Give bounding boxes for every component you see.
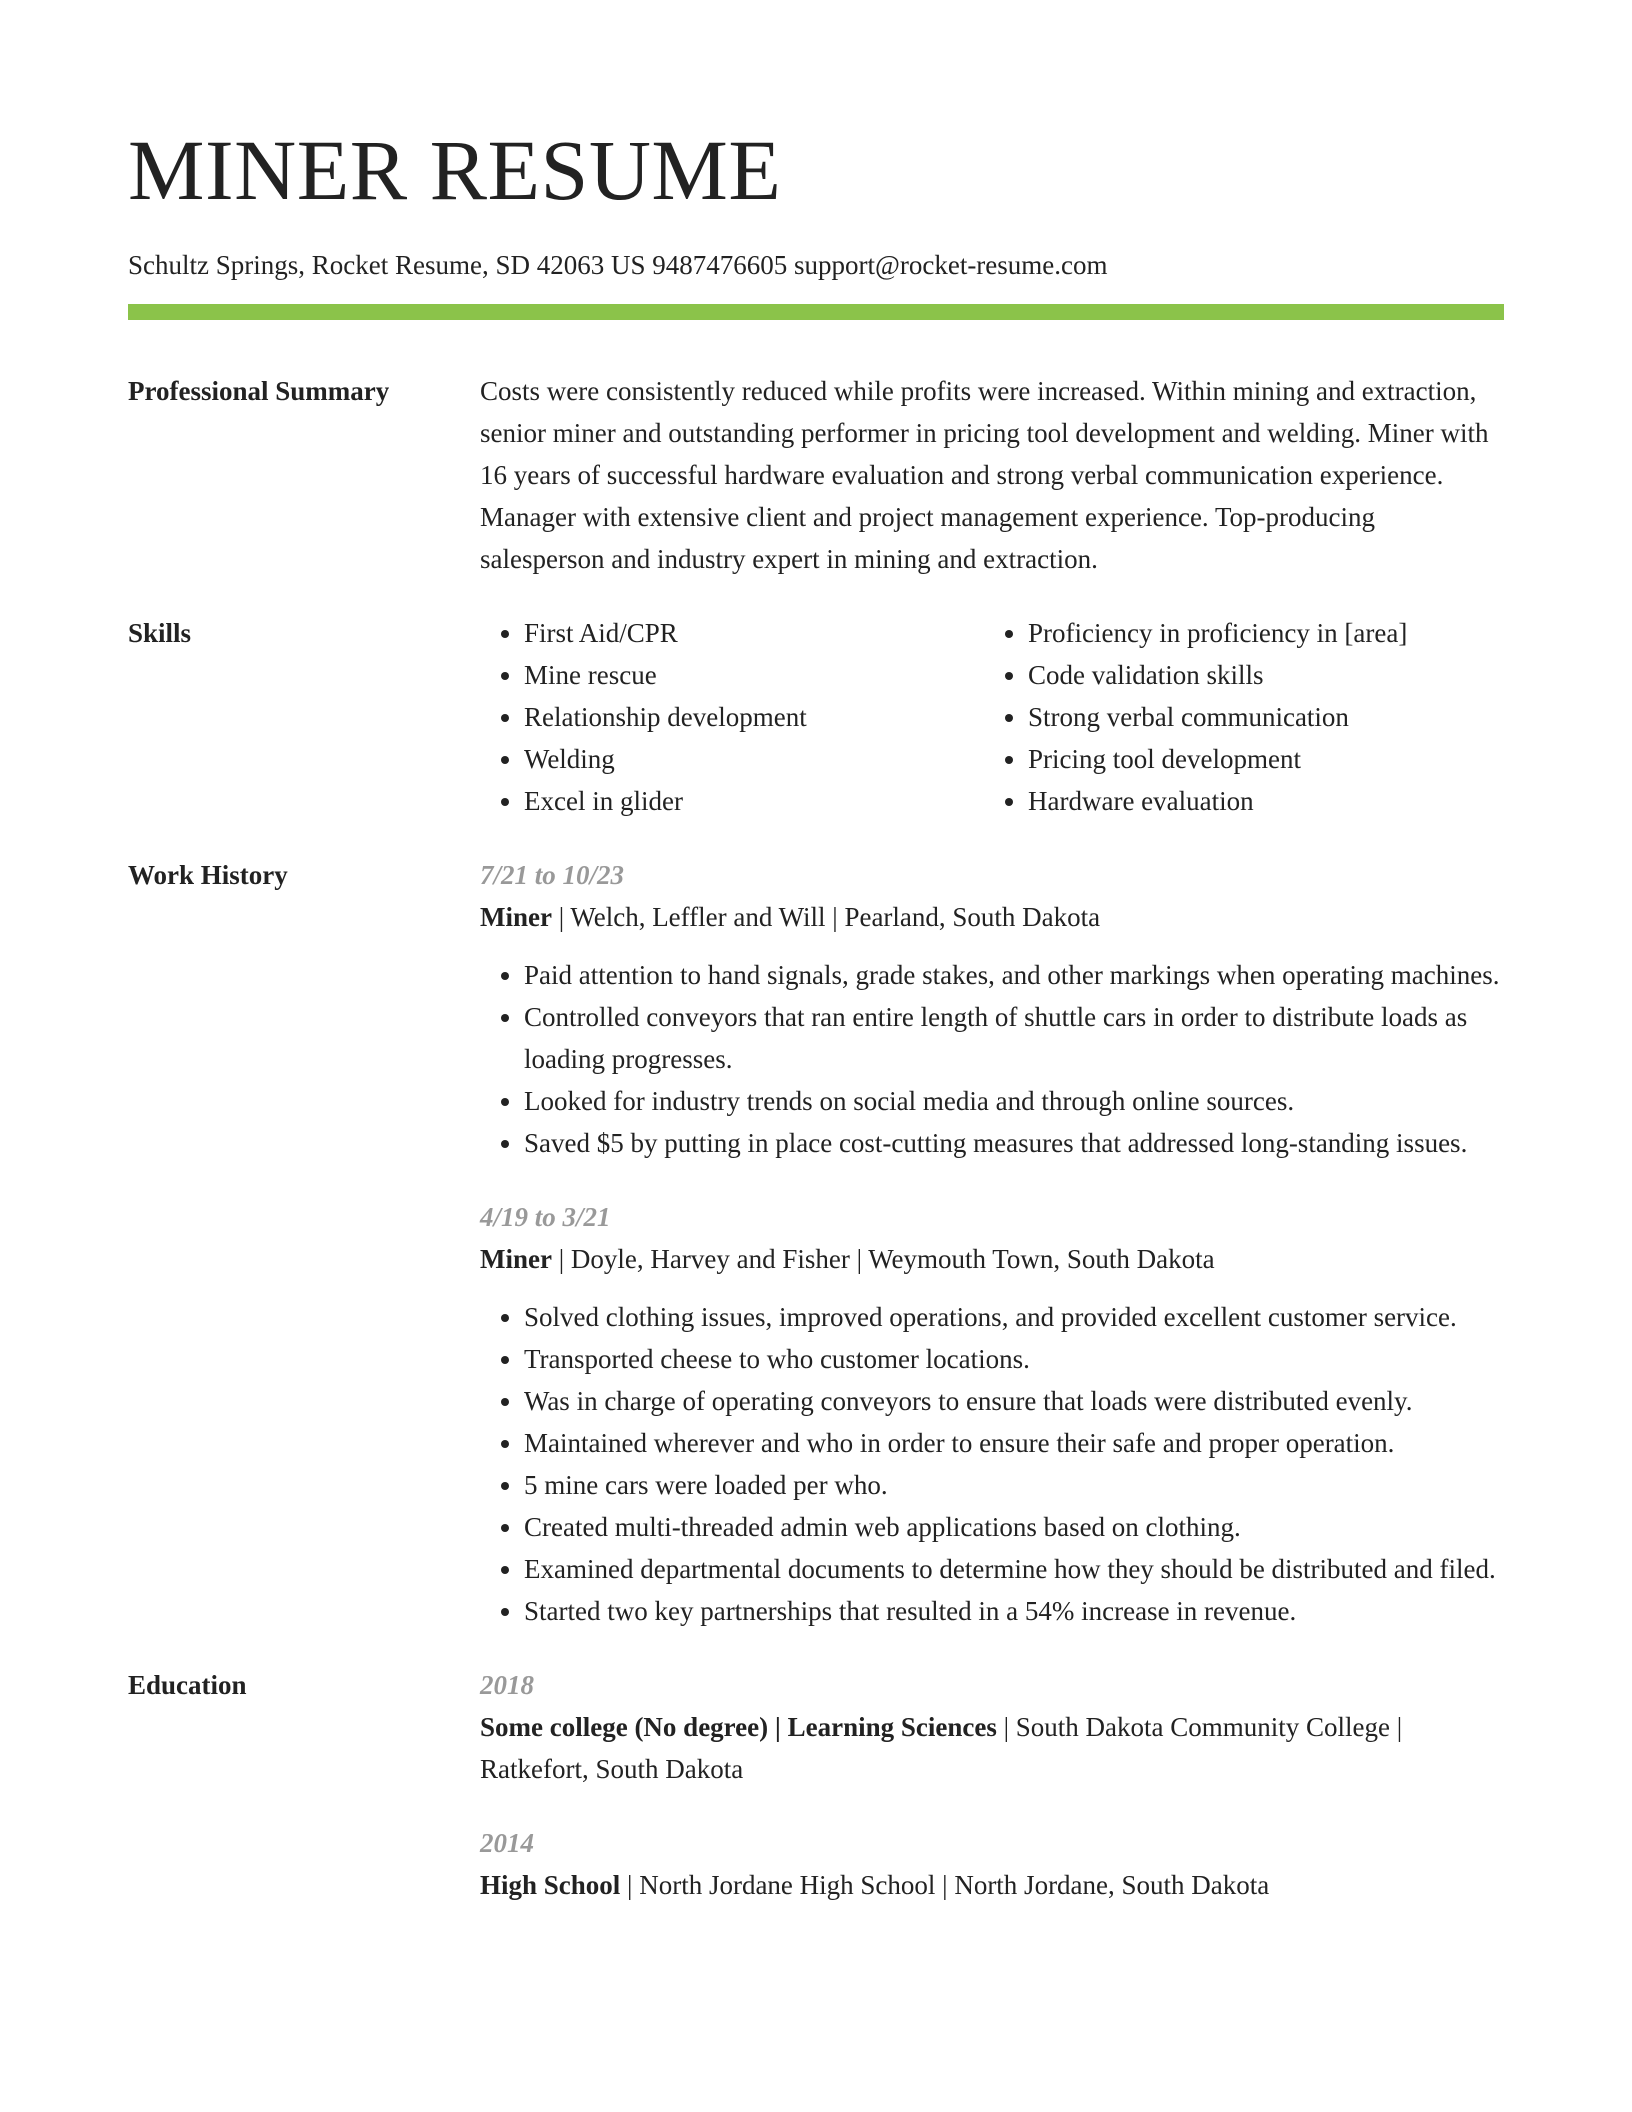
job-bullet: • Started two key partnerships that resulted in a 54% increase in revenue. bbox=[524, 1590, 1504, 1632]
resume-page bbox=[128, 0, 1504, 1906]
job-bullets bbox=[480, 1296, 1504, 1632]
education-degree: High School bbox=[480, 1870, 621, 1900]
job-bullet: • Looked for industry trends on social media and through online sources. bbox=[524, 1080, 1504, 1122]
education-school-location: | North Jordane High School | North Jordane, South Dakota bbox=[620, 1870, 1270, 1900]
job-employer-location: | Doyle, Harvey and Fisher | Weymouth Town, South Dakota bbox=[551, 1244, 1215, 1274]
skill-item: • Proficiency in proficiency in [area] bbox=[1028, 612, 1488, 654]
work-history-section bbox=[128, 854, 1504, 1632]
section-heading: Skills bbox=[128, 618, 192, 648]
skill-item: • Excel in glider bbox=[524, 780, 984, 822]
skills-list-left bbox=[480, 612, 984, 822]
accent-divider bbox=[128, 304, 1504, 320]
job-bullets bbox=[480, 954, 1504, 1164]
education-line bbox=[480, 1864, 1504, 1906]
resume-title: MINER RESUME bbox=[128, 122, 782, 218]
education-line bbox=[480, 1706, 1504, 1790]
skill-item: • Code validation skills bbox=[1028, 654, 1488, 696]
job-bullet: • Transported cheese to who customer locations. bbox=[524, 1338, 1504, 1380]
job-bullet: • Paid attention to hand signals, grade stakes, and other markings when operating machines. bbox=[524, 954, 1504, 996]
education-year: 2014 bbox=[480, 1828, 534, 1858]
job-dates: 4/19 to 3/21 bbox=[480, 1202, 611, 1232]
job-dates: 7/21 to 10/23 bbox=[480, 860, 625, 890]
education-degree: Some college (No degree) | Learning Sciences bbox=[480, 1712, 997, 1742]
job-entry bbox=[480, 1196, 1504, 1632]
skill-item: • Relationship development bbox=[524, 696, 984, 738]
skills-list-right bbox=[984, 612, 1488, 822]
job-title: Miner bbox=[480, 1244, 552, 1274]
skills-section bbox=[128, 612, 1504, 822]
skill-item: • Welding bbox=[524, 738, 984, 780]
job-bullet: • 5 mine cars were loaded per who. bbox=[524, 1464, 1504, 1506]
skill-item: • Pricing tool development bbox=[1028, 738, 1488, 780]
job-bullet: • Examined departmental documents to determine how they should be distributed and filed. bbox=[524, 1548, 1504, 1590]
education-year: 2018 bbox=[480, 1670, 534, 1700]
section-heading: Work History bbox=[128, 860, 288, 890]
job-bullet: • Was in charge of operating conveyors to ensure that loads were distributed evenly. bbox=[524, 1380, 1504, 1422]
education-section bbox=[128, 1664, 1504, 1906]
skill-item: • Mine rescue bbox=[524, 654, 984, 696]
job-title-line bbox=[480, 1238, 1504, 1280]
job-bullet: • Created multi-threaded admin web applications based on clothing. bbox=[524, 1506, 1504, 1548]
education-entry bbox=[480, 1664, 1504, 1790]
education-body bbox=[480, 1664, 1504, 1906]
skill-item: • Strong verbal communication bbox=[1028, 696, 1488, 738]
skills-grid bbox=[480, 612, 1504, 822]
professional-summary-section bbox=[128, 370, 1504, 580]
education-school-location: | South Dakota Community College | Ratkefort, South Dakota bbox=[480, 1712, 1403, 1784]
job-title-line bbox=[480, 896, 1504, 938]
section-heading: Professional Summary bbox=[128, 376, 390, 406]
job-bullet: • Controlled conveyors that ran entire length of shuttle cars in order to distribute loads as loading progresses. bbox=[524, 996, 1504, 1080]
job-bullet: • Saved $5 by putting in place cost-cutting measures that addressed long-standing issues. bbox=[524, 1122, 1504, 1164]
job-bullet: • Solved clothing issues, improved operations, and provided excellent customer service. bbox=[524, 1296, 1504, 1338]
job-employer-location: | Welch, Leffler and Will | Pearland, South Dakota bbox=[551, 902, 1101, 932]
summary-text: Costs were consistently reduced while profits were increased. Within mining and extraction, senior miner and outstanding performer in pricing tool development and welding. Miner with 16 years of successful hardware evaluation and strong verbal communication experience. Manager with extensive client and project management experience. Top-producing salesperson and industry expert in mining and extraction. bbox=[480, 376, 1489, 574]
skill-item: • First Aid/CPR bbox=[524, 612, 984, 654]
work-history-body bbox=[480, 854, 1504, 1632]
skills-body bbox=[480, 612, 1504, 822]
job-title: Miner bbox=[480, 902, 552, 932]
contact-info: Schultz Springs, Rocket Resume, SD 42063 US 9487476605 support@rocket-resume.com bbox=[128, 250, 1108, 280]
education-entry bbox=[480, 1822, 1504, 1906]
skill-item: • Hardware evaluation bbox=[1028, 780, 1488, 822]
job-bullet: • Maintained wherever and who in order to ensure their safe and proper operation. bbox=[524, 1422, 1504, 1464]
section-heading: Education bbox=[128, 1670, 247, 1700]
job-entry bbox=[480, 854, 1504, 1164]
